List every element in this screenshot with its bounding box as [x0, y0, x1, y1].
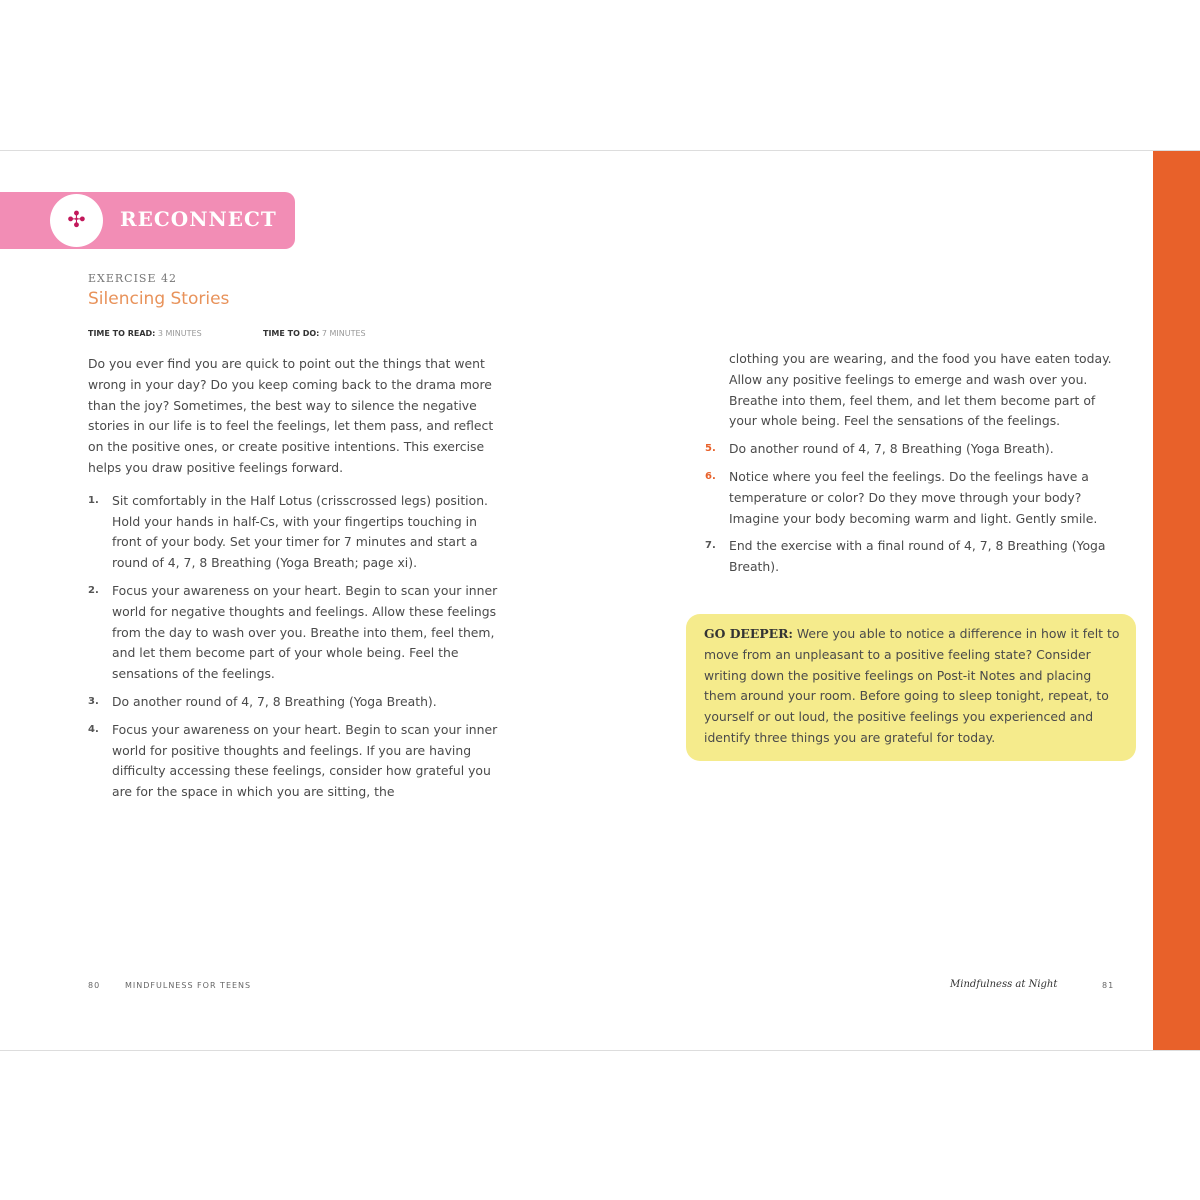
time-to-read: [88, 329, 202, 338]
step: [705, 439, 1115, 460]
step-number: 2.: [88, 584, 99, 596]
go-deeper-label: GO DEEPER:: [704, 626, 793, 641]
section-banner: [0, 192, 295, 249]
step: [88, 581, 498, 685]
step-text: Sit comfortably in the Half Lotus (crisscrossed legs) position. Hold your hands in half-Cs, with your fingertips touching in front of your body. Set your timer for 7 minutes and start a round of 4, 7, 8 Breathing (Yoga Breath; page xi).: [112, 492, 488, 571]
right-title-text: Mindfulness at Night: [950, 979, 1058, 990]
step-text: Do another round of 4, 7, 8 Breathing (Yoga Breath).: [112, 693, 437, 709]
step: [88, 720, 498, 803]
intro-paragraph: Do you ever find you are quick to point out the things that went wrong in your day? Do you keep coming back to the drama more than the joy? Sometimes, the best way to silence the negative stories in our life is to feel the feelings, let them pass, and reflect on the positive ones, or create positive intentions. This exercise helps you draw positive feelings forward.: [88, 356, 494, 475]
time-read-label: TIME TO READ:: [88, 329, 156, 338]
step-number: 6.: [705, 470, 716, 482]
step-continuation: clothing you are wearing, and the food you have eaten today. Allow any positive feelings to emerge and wash over you. Breathe into them, feel them, and let them become part of your whole being. Feel the sensations of the feelings.: [729, 351, 1112, 429]
left-running-title: MINDFULNESS FOR TEENS: [125, 981, 252, 990]
exercise-number: EXERCISE 42: [88, 272, 177, 285]
step-number: 4.: [88, 723, 99, 735]
step-text: Focus your awareness on your heart. Begin to scan your inner world for negative thoughts and feelings. Allow these feelings from the day to wash over you. Breathe into them, feel them, and let them become part of your whole being. Feel the sensations of the feelings.: [112, 582, 498, 682]
right-running-title: [950, 979, 1057, 990]
left-column: [88, 354, 498, 810]
step: [705, 467, 1115, 529]
go-deeper-text: Were you able to notice a difference in how it felt to move from an unpleasant to a positive feeling state? Consider writing down the positive feelings on Post-it Notes and placing them around your room. Before going to sleep tonight, repeat, to yourself or out loud, the positive feelings you experienced and identify three things you are grateful for today.: [704, 626, 1120, 745]
section-label: RECONNECT: [120, 207, 277, 231]
left-page-number: 80: [88, 981, 101, 990]
step-number: 7.: [705, 540, 716, 552]
step-text: Notice where you feel the feelings. Do the feelings have a temperature or color? Do they move through your body? Imagine your body becoming warm and light. Gently smile.: [729, 468, 1098, 526]
time-do-value: 7 MINUTES: [321, 329, 366, 338]
step-number: 1.: [88, 494, 99, 506]
time-do-label: TIME TO DO:: [263, 329, 320, 338]
step-text: End the exercise with a final round of 4, 7, 8 Breathing (Yoga Breath).: [729, 538, 1106, 575]
exercise-title: Silencing Stories: [88, 289, 230, 309]
step: [88, 491, 498, 574]
orange-edge-strip: [1153, 151, 1200, 1050]
step-number: 3.: [88, 695, 99, 707]
time-to-do: [263, 329, 366, 338]
step: [88, 692, 498, 713]
book-spread: [0, 150, 1200, 1051]
puzzle-icon: ✣: [50, 194, 103, 247]
go-deeper-box: [686, 614, 1136, 761]
step: [705, 536, 1115, 578]
right-page-number: 81: [1102, 981, 1115, 990]
step-text: Focus your awareness on your heart. Begin to scan your inner world for positive thoughts and feelings. If you are having difficulty accessing these feelings, consider how grateful you are for the space in which you are sitting, the: [112, 721, 498, 800]
step-number: 5.: [705, 443, 716, 455]
time-read-value: 3 MINUTES: [157, 329, 202, 338]
right-column: [705, 349, 1115, 585]
step-text: Do another round of 4, 7, 8 Breathing (Yoga Breath).: [729, 441, 1054, 457]
